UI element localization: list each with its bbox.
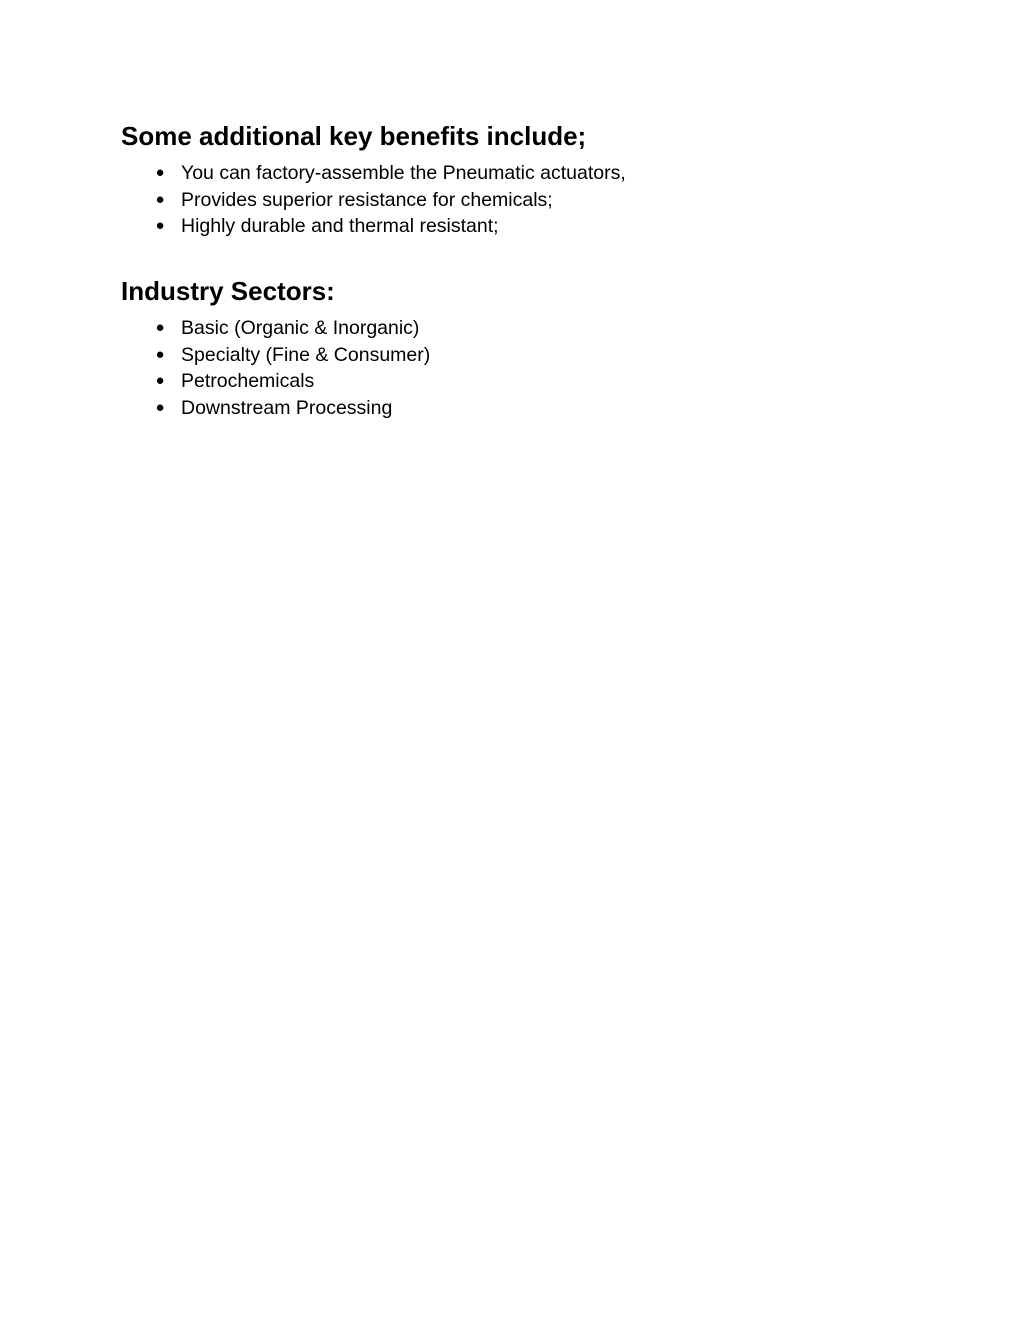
bullet-icon: ● (155, 345, 165, 363)
list-item (121, 395, 881, 422)
bullet-icon: ● (155, 399, 165, 417)
benefits-section (121, 120, 881, 240)
list-item-text: Downstream Processing (181, 397, 393, 420)
sectors-section (121, 275, 881, 422)
bullet-icon: ● (155, 217, 165, 235)
list-item-text: Petrochemicals (181, 370, 315, 393)
list-item-text: Provides superior resistance for chemicals; (181, 188, 553, 211)
list-item (121, 160, 881, 187)
list-item-text: Basic (Organic & Inorganic) (181, 317, 420, 339)
list-item-text: You can factory-assemble the Pneumatic actuators, (181, 162, 626, 184)
bullet-icon: ● (155, 319, 165, 336)
benefits-list (121, 160, 881, 240)
list-item-text: Specialty (Fine & Consumer) (181, 343, 431, 366)
benefits-heading: Some additional key benefits include; (121, 121, 587, 151)
list-item (121, 315, 881, 342)
bullet-icon: ● (155, 164, 165, 181)
sectors-list (121, 315, 881, 422)
list-item (121, 213, 881, 240)
list-item (121, 368, 881, 395)
sectors-heading: Industry Sectors: (121, 276, 335, 306)
bullet-icon: ● (155, 190, 165, 208)
list-item (121, 187, 881, 214)
list-item (121, 342, 881, 369)
list-item-text: Highly durable and thermal resistant; (181, 215, 499, 238)
bullet-icon: ● (155, 372, 165, 390)
